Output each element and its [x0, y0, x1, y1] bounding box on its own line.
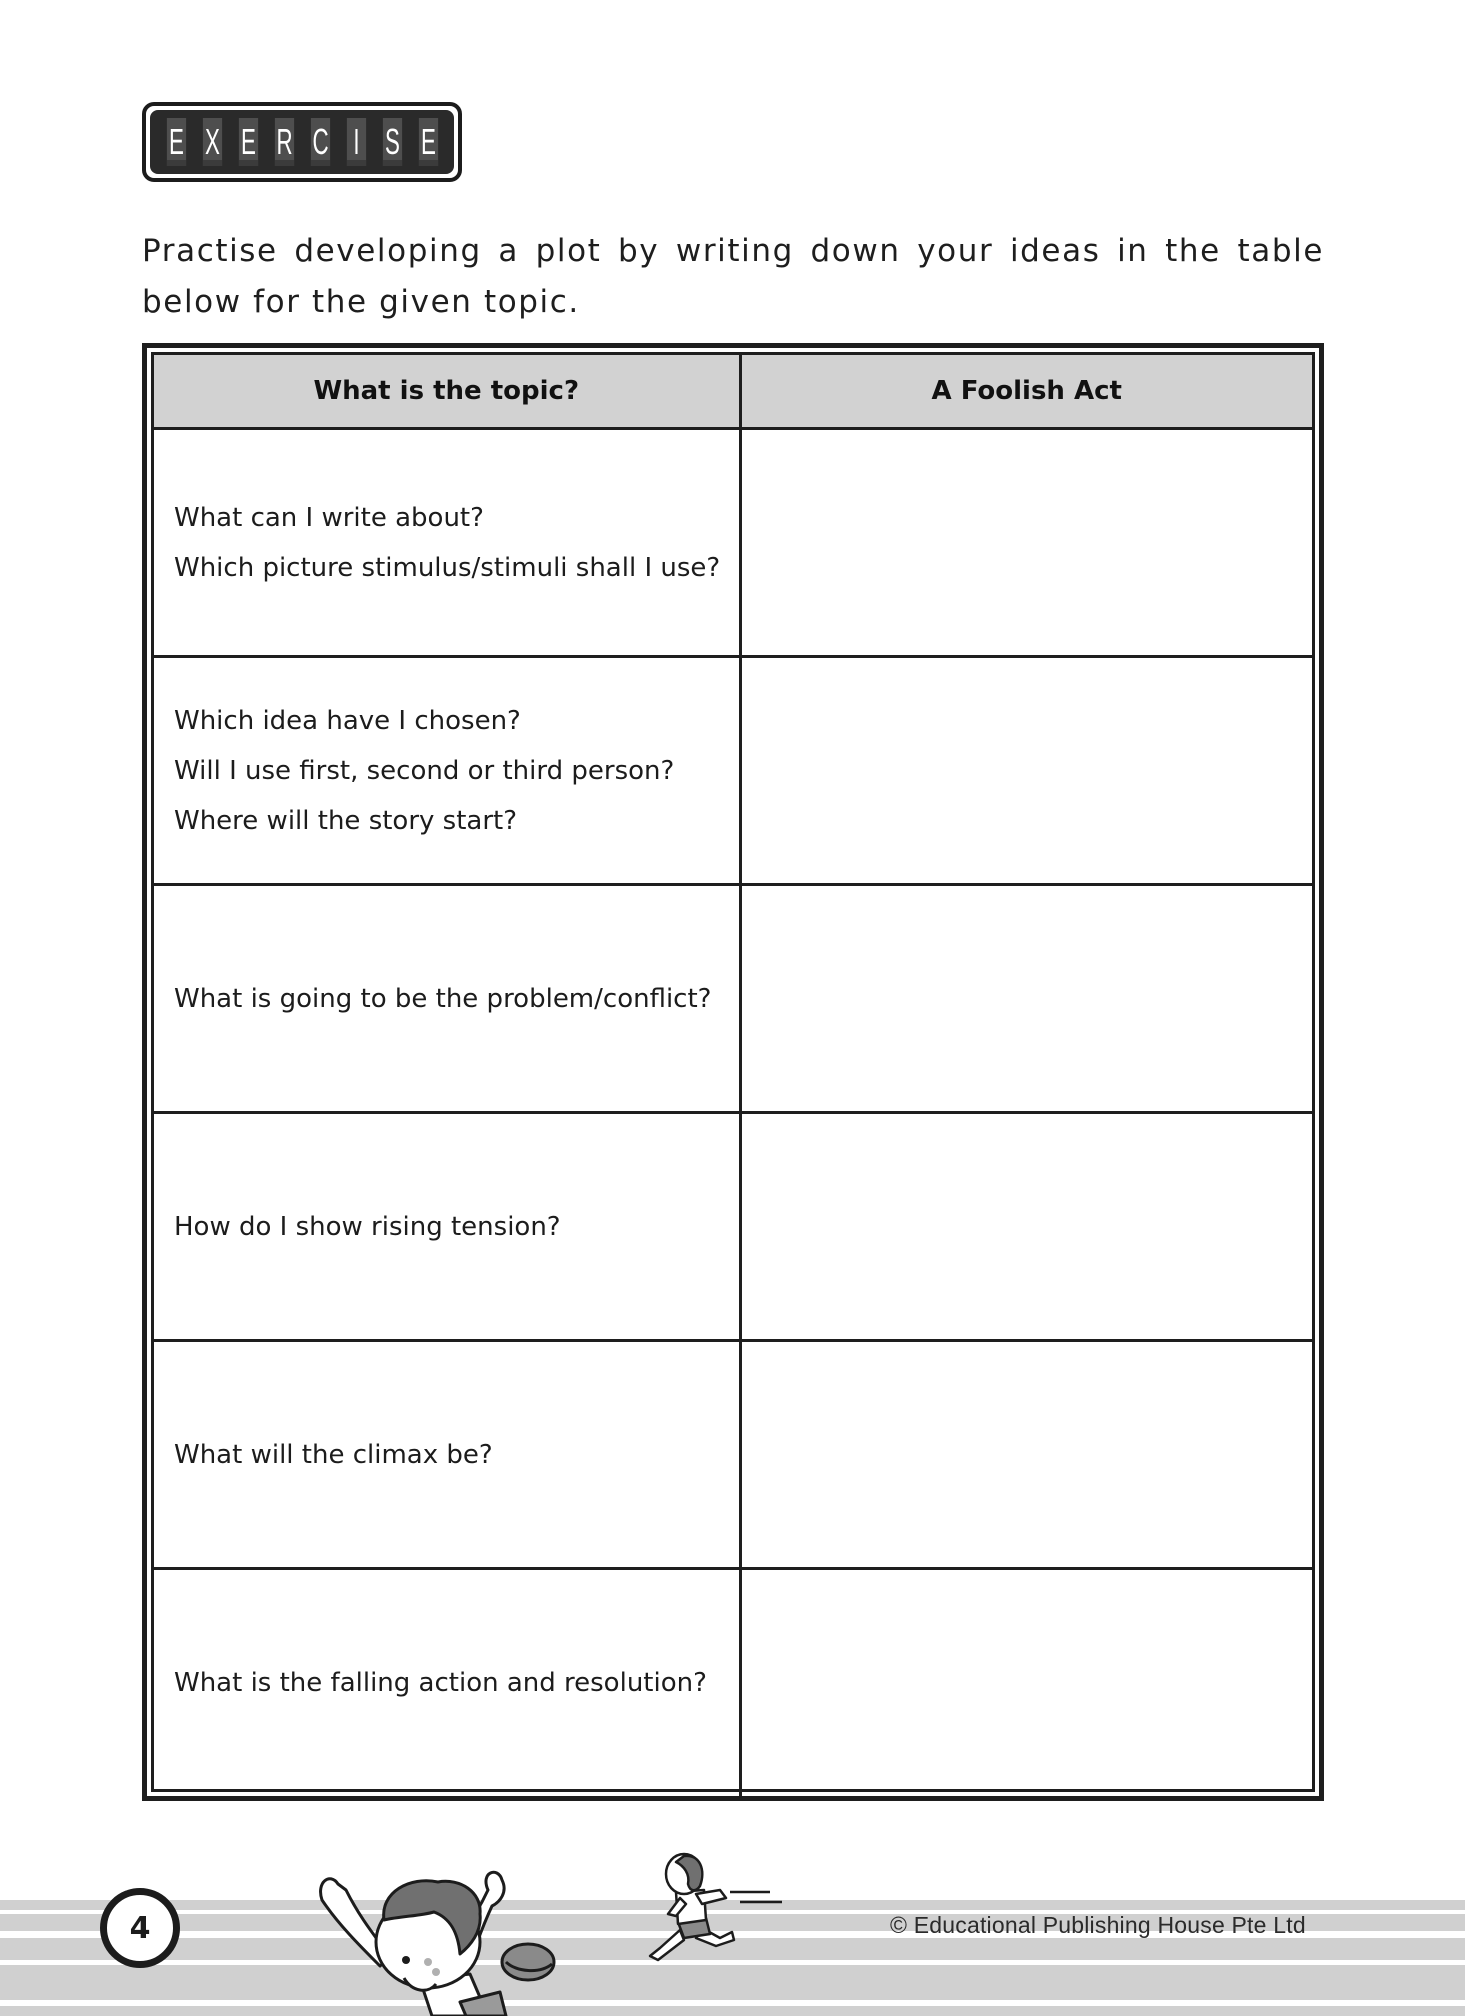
badge-letter [418, 118, 437, 166]
question-text: What is the falling action and resolution? [174, 1668, 707, 1699]
table-row [154, 1113, 1312, 1341]
question-text: What can I write about? [174, 502, 484, 533]
badge-letter [346, 118, 365, 166]
plot-table-inner-frame [151, 352, 1315, 1792]
question-cell [154, 885, 740, 1113]
exercise-badge [142, 102, 462, 182]
header-topic: A Foolish Act [740, 355, 1312, 429]
answer-cell[interactable] [740, 657, 1312, 885]
badge-letter [382, 118, 401, 166]
header-question: What is the topic? [154, 355, 740, 429]
exercise-badge-tiles [150, 110, 454, 174]
question-cell [154, 429, 740, 657]
table-row [154, 885, 1312, 1113]
answer-cell[interactable] [740, 429, 1312, 657]
table-row [154, 429, 1312, 657]
running-boy-illustration [640, 1852, 810, 1962]
table-row [154, 657, 1312, 885]
badge-letter-text: E [168, 121, 184, 162]
badge-letter-text: E [240, 121, 256, 162]
badge-letter-text: I [352, 121, 360, 162]
question-text: What will the climax be? [174, 1439, 493, 1470]
badge-letter [238, 118, 257, 166]
question-text: Will I use first, second or third person? [174, 755, 675, 786]
question-text: Which picture stimulus/stimuli shall I use? [174, 552, 721, 583]
question-text: Which idea have I chosen? [174, 705, 521, 736]
instructions: Practise developing a plot by writing down your ideas in the table below for the given topic. [142, 233, 1324, 320]
answer-cell[interactable] [740, 885, 1312, 1113]
cheering-boy-illustration [310, 1862, 560, 2016]
badge-letter [202, 118, 221, 166]
badge-letter [166, 118, 185, 166]
answer-cell[interactable] [740, 1569, 1312, 1797]
page-number: 4 [100, 1888, 180, 1968]
badge-letter-text: E [420, 121, 436, 162]
question-cell [154, 1113, 740, 1341]
badge-letter [310, 118, 329, 166]
answer-cell[interactable] [740, 1113, 1312, 1341]
question-cell [154, 1569, 740, 1797]
question-text: Where will the story start? [174, 805, 518, 836]
answer-cell[interactable] [740, 1341, 1312, 1569]
badge-letter-text: X [204, 121, 220, 162]
plot-table [154, 355, 1312, 1797]
badge-letter [274, 118, 293, 166]
table-row [154, 1569, 1312, 1797]
footer-stripe [0, 2006, 1465, 2016]
badge-letter-text: R [275, 121, 293, 162]
question-text: How do I show rising tension? [174, 1211, 561, 1242]
question-cell [154, 1341, 740, 1569]
question-text: What is going to be the problem/conflict? [174, 983, 712, 1014]
question-cell [154, 657, 740, 885]
badge-letter-text: S [384, 121, 400, 162]
plot-table-frame [142, 343, 1324, 1801]
table-header-row [154, 355, 1312, 429]
copyright: © Educational Publishing House Pte Ltd [890, 1912, 1306, 1938]
table-row [154, 1341, 1312, 1569]
badge-letter-text: C [311, 121, 329, 162]
footer-stripe [0, 1965, 1465, 2000]
